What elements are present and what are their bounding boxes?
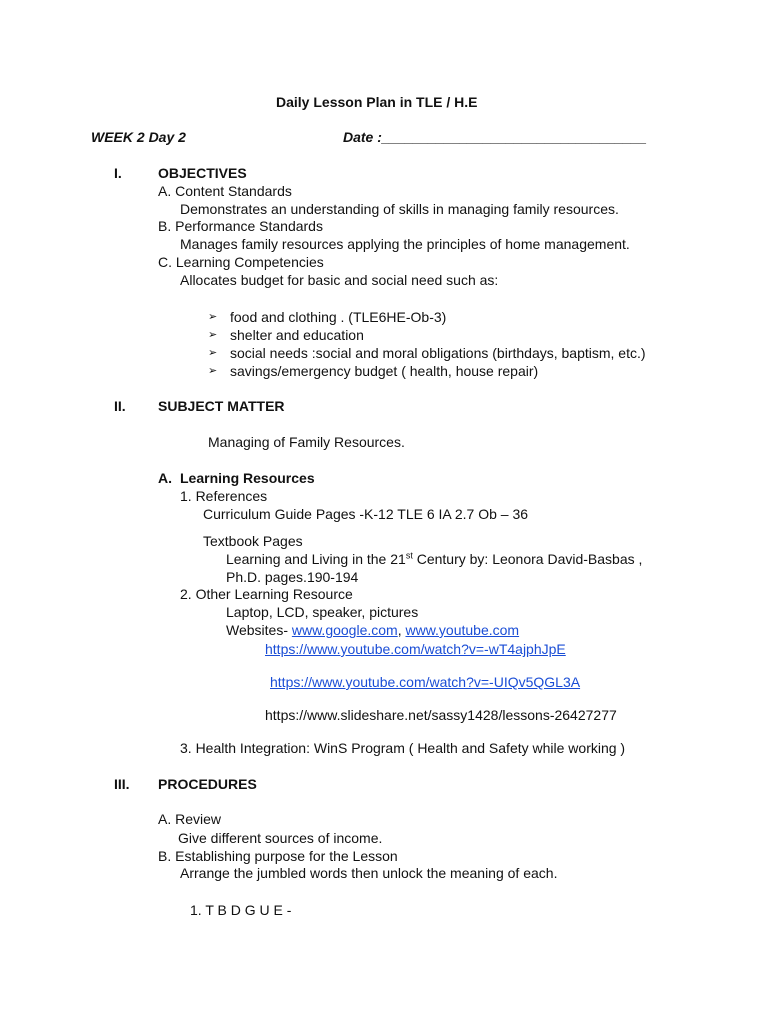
comma-separator: , — [397, 622, 406, 638]
health-integration: 3. Health Integration: WinS Program ( Health and Safety while working ) — [180, 740, 626, 756]
arrow-bullet-icon: ➢ — [208, 329, 218, 341]
section-numeral-procedures: III. — [114, 776, 130, 792]
websites-label: Websites- — [226, 622, 292, 638]
section-heading-procedures: PROCEDURES — [158, 776, 257, 792]
section-heading-objectives: OBJECTIVES — [158, 165, 247, 181]
learning-resources-letter: A. — [158, 470, 172, 486]
arrow-bullet-icon: ➢ — [208, 347, 218, 359]
youtube-video-link-1[interactable]: https://www.youtube.com/watch?v=-wT4ajphJpE — [265, 641, 566, 657]
google-link[interactable]: www.google.com — [291, 622, 398, 638]
page-title: Daily Lesson Plan in TLE / H.E — [276, 94, 478, 110]
youtube-link[interactable]: www.youtube.com — [405, 622, 520, 638]
slideshare-url: https://www.slideshare.net/sassy1428/lessons-26427277 — [265, 707, 617, 723]
textbook-reference — [226, 551, 642, 568]
jumbled-word-item: 1. T B D G U E - — [190, 902, 292, 918]
superscript-st: st — [405, 550, 413, 561]
textbook-reference-text: Learning and Living in the 21 — [226, 551, 406, 567]
purpose-label: B. Establishing purpose for the Lesson — [158, 848, 398, 864]
content-standards-text: Demonstrates an understanding of skills in managing family resources. — [180, 201, 619, 217]
arrow-bullet-icon: ➢ — [208, 365, 218, 377]
section-numeral-subject-matter: II. — [114, 398, 126, 414]
section-numeral-objectives: I. — [114, 165, 122, 181]
textbook-reference-text-rest: Century by: Leonora David-Basbas , — [412, 551, 643, 567]
textbook-pages-label: Textbook Pages — [203, 533, 303, 549]
week-day-label: WEEK 2 Day 2 — [91, 129, 186, 145]
list-item: savings/emergency budget ( health, house repair) — [230, 363, 539, 379]
list-item: shelter and education — [230, 327, 364, 343]
youtube-video-link-2[interactable]: https://www.youtube.com/watch?v=-UIQv5QGL3A — [270, 674, 581, 690]
review-label: A. Review — [158, 811, 222, 827]
websites-line — [226, 622, 519, 639]
equipment-list: Laptop, LCD, speaker, pictures — [226, 604, 419, 620]
review-text: Give different sources of income. — [178, 830, 383, 846]
textbook-reference-pages: Ph.D. pages.190-194 — [226, 569, 359, 585]
performance-standards-label: B. Performance Standards — [158, 218, 323, 234]
arrow-bullet-icon: ➢ — [208, 311, 218, 323]
section-heading-subject-matter: SUBJECT MATTER — [158, 398, 285, 414]
subject-topic: Managing of Family Resources. — [208, 434, 405, 450]
date-field: Date :__________________________________ — [343, 129, 647, 145]
list-item: food and clothing . (TLE6HE-Ob-3) — [230, 309, 447, 325]
other-resources-label: 2. Other Learning Resource — [180, 586, 353, 602]
content-standards-label: A. Content Standards — [158, 183, 292, 199]
learning-resources-heading: Learning Resources — [180, 470, 315, 486]
learning-competencies-text: Allocates budget for basic and social need such as: — [180, 272, 499, 288]
list-item: social needs :social and moral obligations (birthdays, baptism, etc.) — [230, 345, 646, 361]
performance-standards-text: Manages family resources applying the principles of home management. — [180, 236, 630, 252]
learning-competencies-label: C. Learning Competencies — [158, 254, 324, 270]
purpose-text: Arrange the jumbled words then unlock the meaning of each. — [180, 865, 558, 881]
curriculum-guide-text: Curriculum Guide Pages -K-12 TLE 6 IA 2.7 Ob – 36 — [203, 506, 529, 522]
references-label: 1. References — [180, 488, 268, 504]
